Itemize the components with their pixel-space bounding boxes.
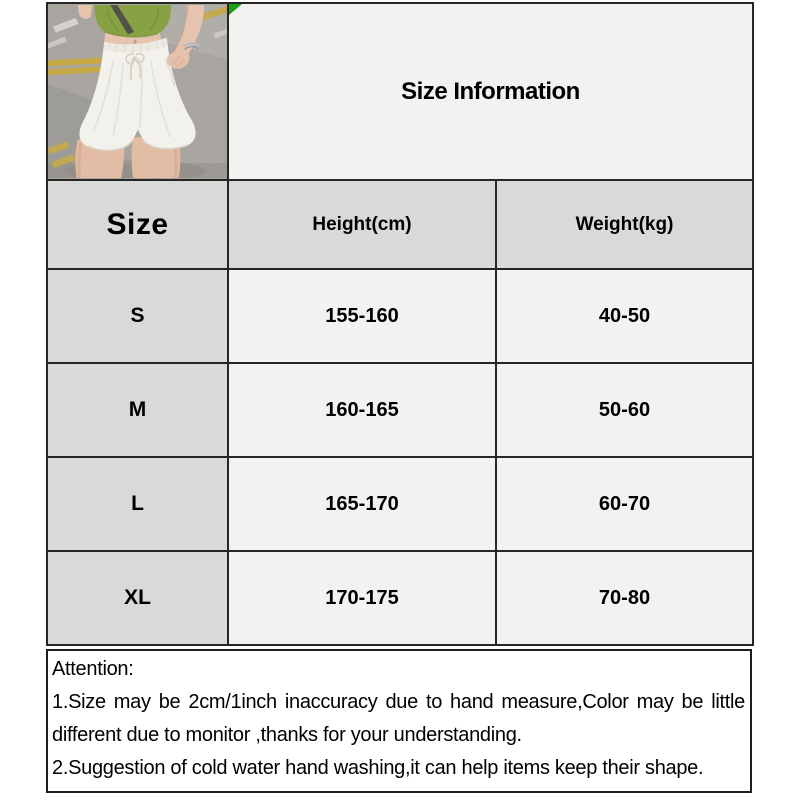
attention-box [46,649,752,793]
weight-value-m: 50-60 [496,363,753,457]
green-corner-marker-icon [229,4,242,15]
size-label-xl: XL [47,551,228,645]
column-header-size: Size [47,180,228,269]
attention-note-2: 2.Suggestion of cold water hand washing,it can help items keep their shape. [52,757,704,779]
height-value-s: 155-160 [228,269,496,363]
attention-note-1: 1.Size may be 2cm/1inch inaccuracy due to hand measure,Color may be little different due to monitor ,thanks for your understanding. [52,691,745,746]
page-title: Size Information [401,77,580,105]
height-value-xl: 170-175 [228,551,496,645]
table-row [47,269,753,363]
height-value-l: 165-170 [228,457,496,551]
size-label-m: M [47,363,228,457]
size-table [46,2,754,646]
weight-value-xl: 70-80 [496,551,753,645]
attention-heading: Attention: [52,658,134,680]
column-header-height: Height(cm) [228,180,496,269]
weight-value-s: 40-50 [496,269,753,363]
table-row [47,457,753,551]
size-label-l: L [47,457,228,551]
product-photo-cell [47,3,228,180]
title-cell [228,3,753,180]
size-label-s: S [47,269,228,363]
height-value-m: 160-165 [228,363,496,457]
column-header-weight: Weight(kg) [496,180,753,269]
product-photo [48,5,227,178]
weight-value-l: 60-70 [496,457,753,551]
table-row [47,551,753,645]
table-row [47,363,753,457]
